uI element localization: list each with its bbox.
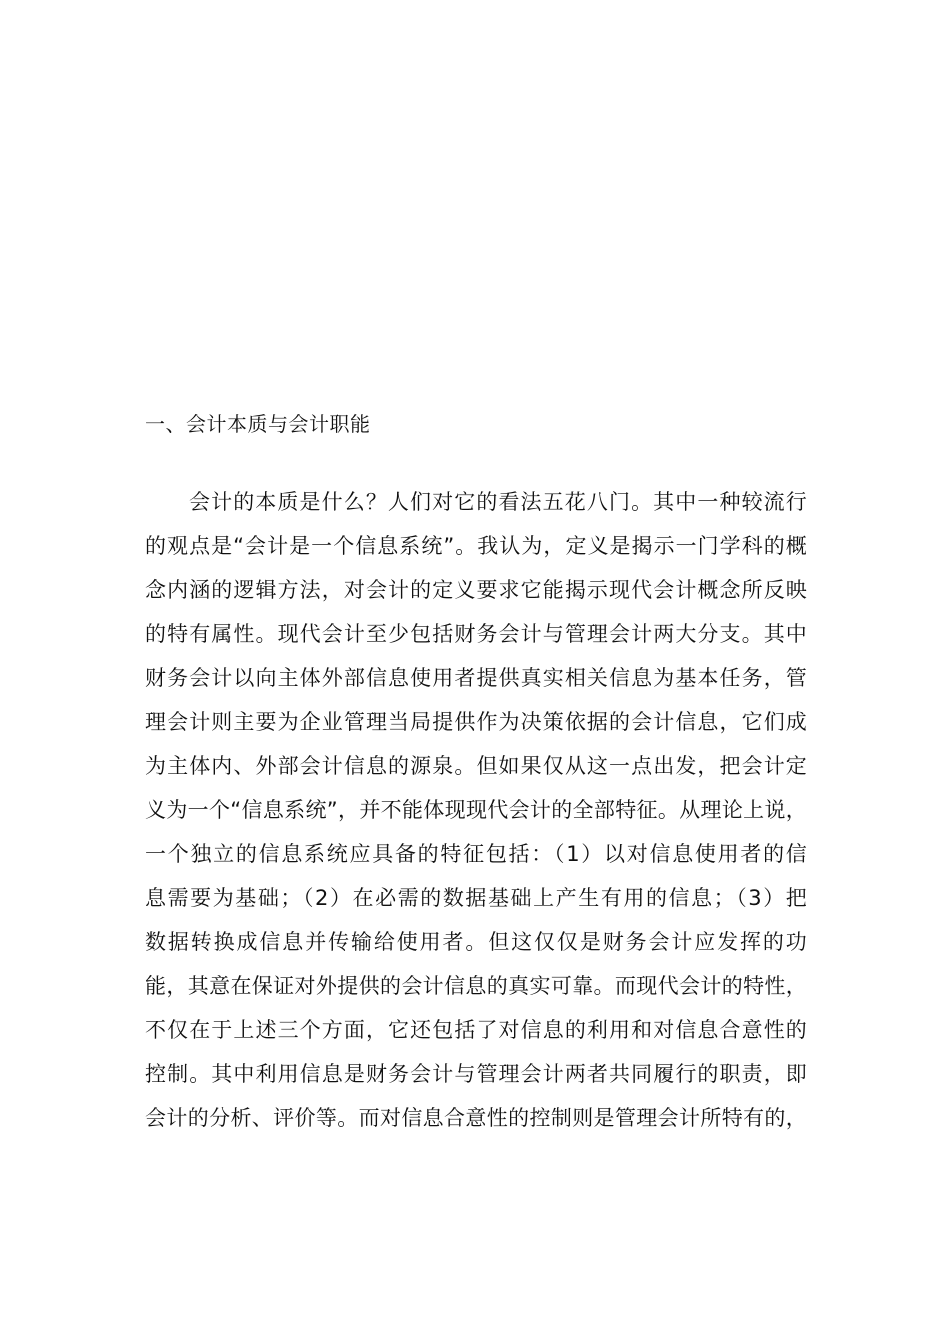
paragraph-line: 一个独立的信息系统应具备的特征包括：（1）以对信息使用者的信: [145, 842, 807, 866]
paragraph-line: 的特有属性。现代会计至少包括财务会计与管理会计两大分支。其中: [145, 622, 807, 646]
paragraph-line: 财务会计以向主体外部信息使用者提供真实相关信息为基本任务，管: [145, 666, 807, 690]
paragraph-line: 义为一个“信息系统”，并不能体现现代会计的全部特征。从理论上说，: [145, 798, 807, 822]
paragraph-line: 息需要为基础；（2）在必需的数据基础上产生有用的信息；（3）把: [145, 886, 807, 910]
paragraph-line: 会计的分析、评价等。而对信息合意性的控制则是管理会计所特有的，: [145, 1106, 807, 1130]
paragraph-line: 会计的本质是什么？人们对它的看法五花八门。其中一种较流行: [189, 490, 807, 514]
section-heading: 一、会计本质与会计职能: [145, 412, 371, 436]
paragraph-line: 的观点是“会计是一个信息系统”。我认为，定义是揭示一门学科的概: [145, 534, 807, 558]
paragraph-line: 为主体内、外部会计信息的源泉。但如果仅从这一点出发，把会计定: [145, 754, 807, 778]
paragraph-line: 理会计则主要为企业管理当局提供作为决策依据的会计信息，它们成: [145, 710, 807, 734]
paragraph-line: 数据转换成信息并传输给使用者。但这仅仅是财务会计应发挥的功: [145, 930, 807, 954]
paragraph-line: 不仅在于上述三个方面，它还包括了对信息的利用和对信息合意性的: [145, 1018, 807, 1042]
paragraph-line: 能，其意在保证对外提供的会计信息的真实可靠。而现代会计的特性，: [145, 974, 807, 998]
body-paragraph: [145, 480, 807, 1140]
paragraph-line: 念内涵的逻辑方法，对会计的定义要求它能揭示现代会计概念所反映: [145, 578, 807, 602]
paragraph-line: 控制。其中利用信息是财务会计与管理会计两者共同履行的职责，即: [145, 1062, 807, 1086]
